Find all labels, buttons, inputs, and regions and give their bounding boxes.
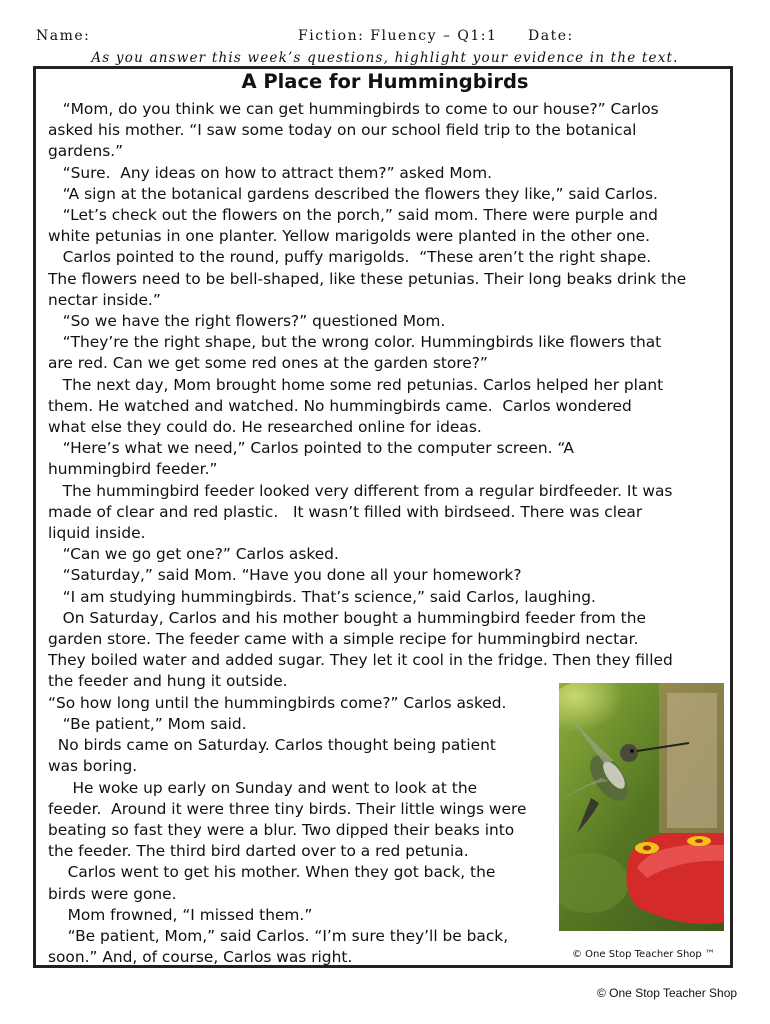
story-line: The flowers need to be bell-shaped, like these petunias. Their long beaks drink the xyxy=(48,269,687,288)
story-line: soon.” And, of course, Carlos was right. xyxy=(48,948,353,967)
story-line: gardens.” xyxy=(48,142,124,161)
story-line: beating so fast they were a blur. Two dipped their beaks into xyxy=(48,820,515,839)
story-line: garden store. The feeder came with a simple recipe for hummingbird nectar. xyxy=(48,630,639,649)
story-line: “Mom, do you think we can get hummingbirds to come to our house?” Carlos xyxy=(48,100,659,118)
instructions: As you answer this week’s questions, highlight your evidence in the text. xyxy=(91,50,679,66)
story-line: them. He watched and watched. No hummingbirds came. Carlos wondered xyxy=(48,396,632,415)
story-line: hummingbird feeder.” xyxy=(48,460,218,479)
story-line: The hummingbird feeder looked very different from a regular birdfeeder. It was xyxy=(48,481,673,500)
story-line: “Be patient,” Mom said. xyxy=(48,714,247,733)
story-line: “Sure. Any ideas on how to attract them?” asked Mom. xyxy=(48,163,492,182)
story-line: what else they could do. He researched online for ideas. xyxy=(48,418,482,437)
story-line: nectar inside.” xyxy=(48,290,161,309)
story-line: “Can we go get one?” Carlos asked. xyxy=(48,545,339,564)
story-line: No birds came on Saturday. Carlos thought being patient xyxy=(48,736,496,755)
story-line: white petunias in one planter. Yellow marigolds were planted in the other one. xyxy=(48,227,651,246)
date-label: Date: xyxy=(528,28,574,44)
story-line: “Let’s check out the flowers on the porch,” said mom. There were purple and xyxy=(48,206,658,225)
story-line: The next day, Mom brought home some red petunias. Carlos helped her plant xyxy=(48,375,664,394)
story-line: “They’re the right shape, but the wrong color. Hummingbirds like flowers that xyxy=(48,333,662,352)
unit-label: Fiction: Fluency – Q1:1 xyxy=(298,28,498,44)
story-line: “So how long until the hummingbirds come?” Carlos asked. xyxy=(48,693,507,712)
story-line: liquid inside. xyxy=(48,524,146,543)
story-line: birds were gone. xyxy=(48,884,177,903)
story-line: the feeder. The third bird darted over to a red petunia. xyxy=(48,842,469,861)
story-line: Carlos went to get his mother. When they got back, the xyxy=(48,863,496,882)
hummingbird-illustration xyxy=(559,683,724,931)
story-line: “Saturday,” said Mom. “Have you done all your homework? xyxy=(48,566,522,585)
story-line: “Here’s what we need,” Carlos pointed to the computer screen. “A xyxy=(48,439,574,458)
story-line: the feeder and hung it outside. xyxy=(48,672,288,691)
story-line: He woke up early on Sunday and went to look at the xyxy=(48,778,478,797)
story-line: They boiled water and added sugar. They let it cool in the fridge. Then they filled xyxy=(48,651,673,670)
story-line: feeder. Around it were three tiny birds. Their little wings were xyxy=(48,799,527,818)
story-line: “A sign at the botanical gardens described the flowers they like,” said Carlos. xyxy=(48,184,658,203)
story-line: “I am studying hummingbirds. That’s science,” said Carlos, laughing. xyxy=(48,587,596,606)
story-line: “So we have the right flowers?” questioned Mom. xyxy=(48,312,446,331)
story-line: made of clear and red plastic. It wasn’t filled with birdseed. There was clear xyxy=(48,502,643,521)
story-line: On Saturday, Carlos and his mother bought a hummingbird feeder from the xyxy=(48,608,646,627)
image-credit: © One Stop Teacher Shop ™ xyxy=(572,949,715,960)
story-title: A Place for Hummingbirds xyxy=(241,70,529,93)
story-line: Carlos pointed to the round, puffy marigolds. “These aren’t the right shape. xyxy=(48,248,652,267)
story-line: are red. Can we get some red ones at the garden store?” xyxy=(48,354,488,373)
hummingbird-photo xyxy=(559,683,724,931)
story-line: “Be patient, Mom,” said Carlos. “I’m sure they’ll be back, xyxy=(48,926,509,945)
story-line: asked his mother. “I saw some today on our school field trip to the botanical xyxy=(48,121,637,140)
footer-copyright: © One Stop Teacher Shop xyxy=(597,986,738,1000)
story-line: was boring. xyxy=(48,757,138,776)
name-label: Name: xyxy=(36,28,91,44)
worksheet-header xyxy=(36,28,736,48)
story-line: Mom frowned, “I missed them.” xyxy=(48,905,313,924)
